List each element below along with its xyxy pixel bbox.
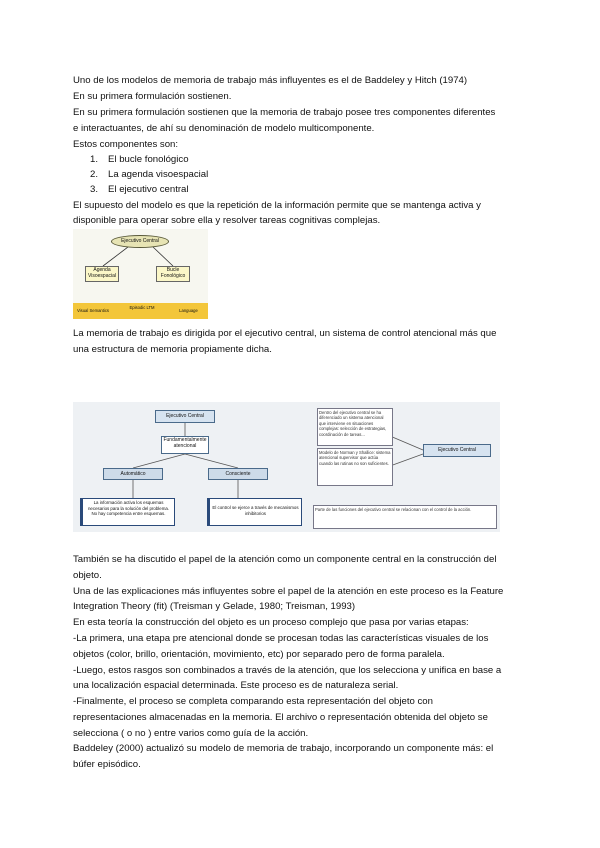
memoria-line-1: La memoria de trabajo es dirigida por el ejecutivo central, un sistema de control atencional más que (73, 328, 497, 339)
list-number: 2. (90, 169, 99, 180)
atencion-line-1: También se ha discutido el papel de la atención como un componente central en la construcción del (73, 554, 497, 565)
bar-label-right: Language (179, 308, 198, 313)
bar-label-left: Visual Semantics (76, 308, 110, 313)
supuesto-line-2: disponible para operar sobre ella y resolver tareas cognitivas complejas. (73, 215, 381, 226)
list-item (90, 182, 189, 198)
atencion-line-2: objeto. (73, 570, 102, 581)
central-executive-node: Ejecutivo Central (111, 235, 169, 248)
bar-label-mid: Episodic LTM (129, 305, 155, 310)
automatic-description: La información activa los esquemas necesarios para la solución del problema. No hay competencia entre esquemas. (80, 498, 175, 526)
list-item (90, 152, 189, 168)
model-diagram-figure (73, 229, 208, 319)
intro-line-5: Estos componentes son: (73, 139, 179, 150)
atencion-line-11: representaciones almacenadas en la memoria. El archivo o representación obtenida del objeto se (73, 712, 488, 723)
executive-right-node: Ejecutivo Central (423, 444, 491, 457)
atencion-line-7: objetos (color, brillo, orientación, movimiento, etc) por separado pero de forma paralela. (73, 649, 445, 660)
atencion-line-5: En esta teoría la construcción del objeto es un proceso complejo que pasa por varias etapas: (73, 617, 469, 628)
executive-diagram-figure (73, 402, 500, 532)
memoria-line-2: una estructura de memoria propiamente dicha. (73, 344, 272, 355)
atencion-line-12: selecciona ( o no ) entre varios como guía de la acción. (73, 728, 309, 739)
conscious-node: Consciente (208, 468, 268, 480)
list-text: La agenda visoespacial (108, 169, 209, 180)
note-box-3: Parte de las funciones del ejecutivo central se relacionan con el control de la acción. (313, 505, 497, 529)
atencion-line-10: -Finalmente, el proceso se completa comparando esta representación del objeto con (73, 696, 433, 707)
supuesto-line-1: El supuesto del modelo es que la repetición de la información permite que se mantenga activa y (73, 200, 481, 211)
note-box-2: Modelo de Norman y Shallice: sistema atencional supervisor que actúa cuando las rutinas no son suficientes. (317, 448, 393, 486)
intro-line-4: e interactuantes, de ahí su denominación de modelo multicomponente. (73, 123, 375, 134)
list-text: El bucle fonológico (108, 154, 189, 165)
conscious-description: El control se ejerce a través de mecanismos inhibitorios (207, 498, 302, 526)
executive-top-node: Ejecutivo Central (155, 410, 215, 423)
list-number: 1. (90, 154, 99, 165)
intro-line-1: Uno de los modelos de memoria de trabajo más influyentes es el de Baddeley y Hitch (1974) (73, 75, 468, 86)
automatic-node: Automático (103, 468, 163, 480)
atencion-line-13: Baddeley (2000) actualizó su modelo de memoria de trabajo, incorporando un componente más: el (73, 743, 494, 754)
atencion-line-14: búfer episódico. (73, 759, 141, 770)
atencion-line-3: Una de las explicaciones más influyentes sobre el papel de la atención en este proceso es la Feature (73, 586, 504, 597)
intro-line-3: En su primera formulación sostienen que la memoria de trabajo posee tres componentes diferentes (73, 107, 496, 118)
atencion-line-6: -La primera, una etapa pre atencional donde se procesan todas las características visuales de los (73, 633, 489, 644)
atencion-line-4: Integration Theory (fit) (Treisman y Gelade, 1980; Treisman, 1993) (73, 601, 356, 612)
attentional-node: Fundamentalmente atencional (161, 436, 209, 454)
atencion-line-9: una localización espacial determinada. Este proceso es de naturaleza serial. (73, 680, 399, 691)
visuospatial-node: Agenda Visoespacial (85, 266, 119, 282)
list-number: 3. (90, 184, 99, 195)
list-item (90, 167, 208, 183)
list-text: El ejecutivo central (108, 184, 189, 195)
note-box-1: Dentro del ejecutivo central se ha diferenciado un sistema atencional que interviene en situaciones complejas: selección de estrategias, coordinación de tareas... (317, 408, 393, 446)
phonological-node: Bucle Fonológico (156, 266, 190, 282)
intro-line-2: En su primera formulación sostienen. (73, 91, 232, 102)
atencion-line-8: -Luego, estos rasgos son combinados a través de la atención, que los selecciona y unifica en base a (73, 665, 502, 676)
